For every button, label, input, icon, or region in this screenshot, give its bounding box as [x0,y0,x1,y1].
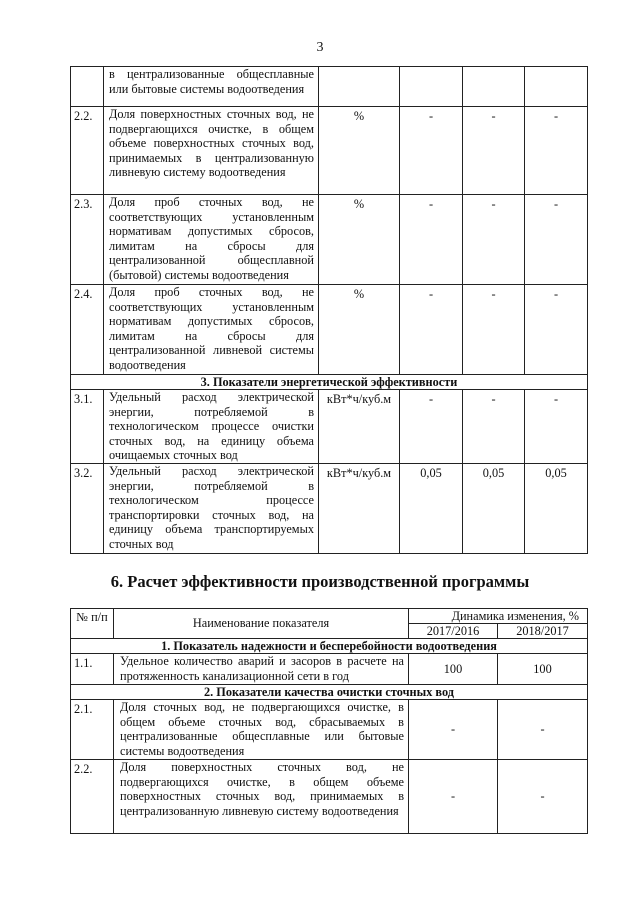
row-number: 2.3. [71,195,104,285]
row-number: 2.2. [71,107,104,195]
value-cell: - [400,107,463,195]
section-row [71,639,588,654]
unit-cell: кВт*ч/куб.м [319,390,400,464]
header-number: № п/п [71,609,114,639]
header-name: Наименование показателя [114,609,409,639]
section-title: 3. Показатели энергетической эффективности [71,375,588,390]
row-number: 3.2. [71,464,104,554]
indicator-name: Доля проб сточных вод, не соответствующих установленным нормативам допустимых сбросов, лимитам на сбросы для централизованной ливневой системы водоотведения [104,285,319,375]
row-number: 2.2. [71,760,114,834]
value-cell: - [525,195,588,285]
row-number: 2.1. [71,700,114,760]
value-cell [463,67,525,107]
value-cell: - [400,195,463,285]
value-cell: - [463,390,525,464]
value-cell: 0,05 [525,464,588,554]
unit-cell: % [319,285,400,375]
table-row [71,107,588,195]
row-number [71,67,104,107]
header-row [71,609,588,624]
row-number: 1.1. [71,654,114,685]
indicator-name: Удельный расход электрической энергии, потребляемой в технологическом процессе транспортировки сточных вод, на единицу объема транспортируемых сточных вод [104,464,319,554]
value-cell: - [400,285,463,375]
value-cell: - [463,107,525,195]
value-cell: - [400,390,463,464]
row-number: 3.1. [71,390,104,464]
table-row [71,700,588,760]
indicator-name: Удельное количество аварий и засоров в расчете на протяженность канализационной сети в год [114,654,409,685]
value-cell: 100 [498,654,588,685]
value-cell [525,67,588,107]
header-dynamics: Динамика изменения, % [409,609,588,624]
value-cell: 0,05 [400,464,463,554]
indicator-name: Удельный расход электрической энергии, потребляемой в технологическом процессе очистки сточных вод, на единицу объема очищаемых сточных вод [104,390,319,464]
page-number: 3 [316,40,324,55]
header-year: 2017/2016 [409,624,498,639]
table-row [71,195,588,285]
indicators-table [70,66,588,554]
indicator-name: Доля поверхностных сточных вод, не подвергающихся очистке, в общем объеме поверхностных сточных вод, принимаемых в централизованную ливневую систему водоотведения [114,760,409,834]
table-row [71,464,588,554]
table-row [71,654,588,685]
value-cell: 100 [409,654,498,685]
value-cell: - [409,760,498,834]
table-row [71,285,588,375]
row-number: 2.4. [71,285,104,375]
indicator-name: Доля поверхностных сточных вод, не подвергающихся очистке, в общем объеме поверхностных сточных вод, принимаемых в централизованную ливневую систему водоотведения [104,107,319,195]
indicator-name: в централизованные общесплавные или бытовые системы водоотведения [104,67,319,107]
unit-cell [319,67,400,107]
indicator-name: Доля сточных вод, не подвергающихся очистке, в общем объеме сточных вод, сбрасываемых в централизованные общесплавные или бытовые системы водоотведения [114,700,409,760]
value-cell: - [525,285,588,375]
header-year: 2018/2017 [498,624,588,639]
table-row [71,67,588,107]
unit-cell: кВт*ч/куб.м [319,464,400,554]
unit-cell: % [319,107,400,195]
value-cell: - [409,700,498,760]
table-row [71,390,588,464]
section-row [71,375,588,390]
value-cell: 0,05 [463,464,525,554]
section-row [71,685,588,700]
value-cell: - [498,760,588,834]
value-cell: - [463,285,525,375]
section-title: 2. Показатели качества очистки сточных вод [71,685,588,700]
efficiency-table [70,608,588,834]
unit-cell: % [319,195,400,285]
section-title: 1. Показатель надежности и бесперебойности водоотведения [71,639,588,654]
indicator-name: Доля проб сточных вод, не соответствующих установленным нормативам допустимых сбросов, лимитам на сбросы для централизованной общесплавной (бытовой) системы водоотведения [104,195,319,285]
value-cell [400,67,463,107]
value-cell: - [525,390,588,464]
table-row [71,760,588,834]
value-cell: - [525,107,588,195]
section-heading: 6. Расчет эффективности производственной программы [110,572,530,591]
value-cell: - [463,195,525,285]
value-cell: - [498,700,588,760]
